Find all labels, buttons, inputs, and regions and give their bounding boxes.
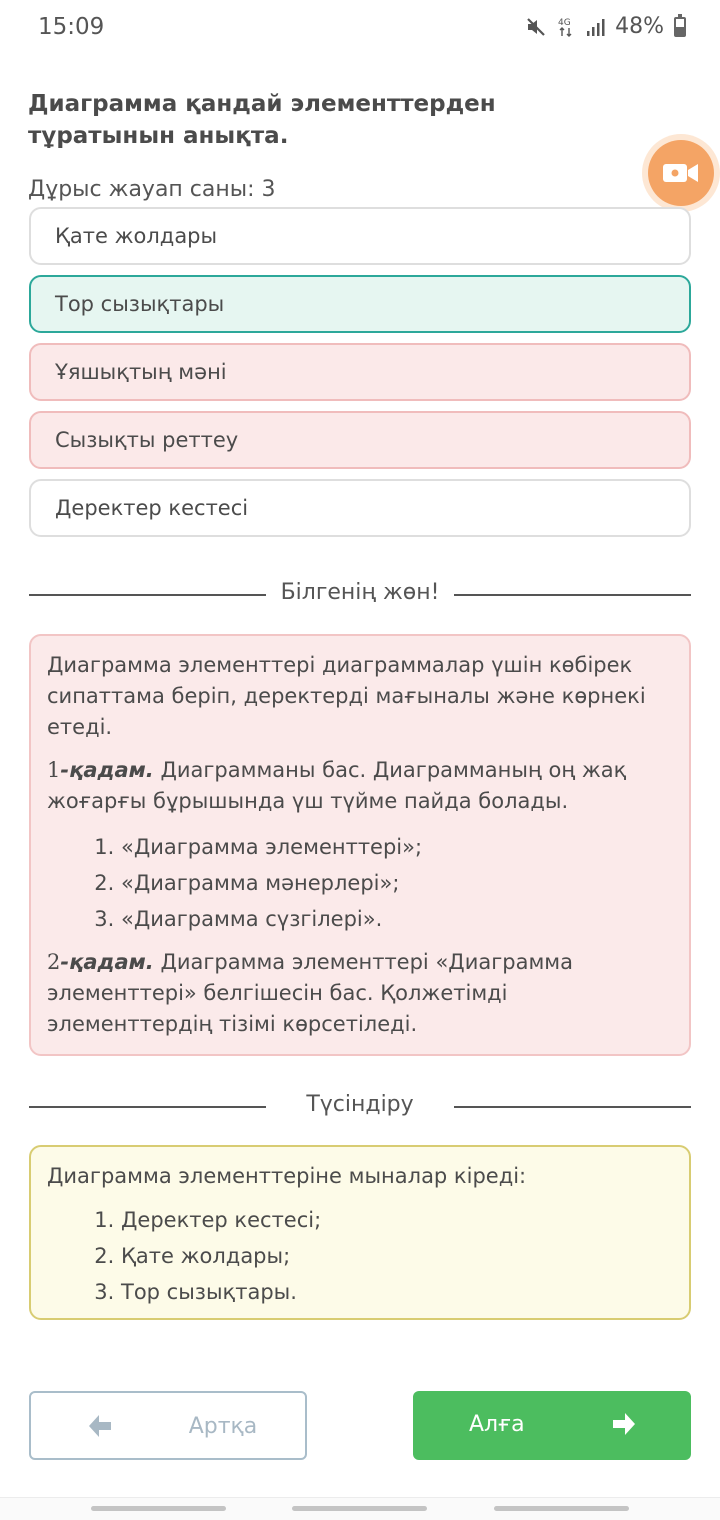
option-item[interactable] <box>29 207 691 265</box>
step-number: 1 <box>47 758 61 782</box>
nav-home-button[interactable] <box>292 1506 427 1511</box>
explanation-list <box>99 1202 673 1310</box>
explanation-intro: Диаграмма элементтеріне мыналар кіреді: <box>47 1164 527 1188</box>
divider-line <box>454 1106 691 1108</box>
mute-icon <box>525 16 547 38</box>
list-item: 2. Қате жолдары; <box>121 1238 673 1274</box>
back-button-label: Артқа <box>188 1414 258 1439</box>
explanation-box <box>29 1145 691 1320</box>
option-label: Деректер кестесі <box>55 496 249 520</box>
info-intro: Диаграмма элементтері диаграммалар үшін көбірек сипаттама беріп, деректерді мағыналы және көрнекі етеді. <box>47 653 646 739</box>
network-4g-icon <box>557 16 575 38</box>
status-icons <box>525 14 686 39</box>
video-button[interactable] <box>648 140 714 206</box>
step-label: -қадам. <box>60 950 154 974</box>
option-label: Тор сызықтары <box>55 292 225 316</box>
nav-back-button[interactable] <box>494 1506 629 1511</box>
list-item: 3. Тор сызықтары. <box>121 1274 673 1310</box>
info-box <box>29 634 691 1056</box>
step-1 <box>47 755 673 817</box>
question-title: Диаграмма қандай элементтерден тұратынын анықта. <box>28 91 496 149</box>
system-nav-bar <box>0 1497 720 1520</box>
step-text: Диаграмманы бас. Диаграмманың оң жақ жоғарғы бұрышында үш түйме пайда болады. <box>47 758 627 813</box>
option-item-correct[interactable] <box>29 275 691 333</box>
option-item[interactable] <box>29 479 691 537</box>
explanation-divider <box>29 1092 691 1122</box>
info-divider <box>29 580 691 610</box>
option-label: Сызықты реттеу <box>55 428 239 452</box>
answer-options <box>29 207 691 547</box>
step-label: -қадам. <box>60 758 154 782</box>
svg-text:4G: 4G <box>558 17 571 28</box>
next-button[interactable] <box>413 1391 691 1460</box>
battery-icon <box>674 17 686 37</box>
option-item-wrong[interactable] <box>29 343 691 401</box>
info-heading: Білгенің жөн! <box>280 580 440 605</box>
list-item: 1. Деректер кестесі; <box>121 1202 673 1238</box>
step-2 <box>47 947 673 1040</box>
list-item: 2. «Диаграмма мәнерлері»; <box>121 865 673 901</box>
arrow-right-icon <box>611 1409 637 1445</box>
info-list <box>99 829 673 937</box>
back-button[interactable] <box>29 1391 307 1460</box>
battery-percent: 48% <box>615 14 664 39</box>
option-item-wrong[interactable] <box>29 411 691 469</box>
status-time: 15:09 <box>38 14 105 40</box>
explanation-heading: Түсіндіру <box>306 1092 414 1117</box>
step-number: 2 <box>47 950 61 974</box>
video-camera-icon <box>662 161 700 185</box>
list-item: 3. «Диаграмма сүзгілері». <box>121 901 673 937</box>
answer-count: Дұрыс жауап саны: 3 <box>28 177 276 202</box>
signal-icon <box>585 17 605 37</box>
status-bar <box>0 0 720 58</box>
option-label: Ұяшықтың мәні <box>55 360 227 384</box>
next-button-label: Алға <box>469 1412 525 1437</box>
option-label: Қате жолдары <box>55 224 218 248</box>
divider-line <box>454 594 691 596</box>
nav-recents-button[interactable] <box>91 1506 226 1511</box>
list-item: 1. «Диаграмма элементтері»; <box>121 829 673 865</box>
step-text: Диаграмма элементтері «Диаграмма элементтері» белгішесін бас. Қолжетімді элементтердің тізімі көрсетіледі. <box>47 950 573 1036</box>
